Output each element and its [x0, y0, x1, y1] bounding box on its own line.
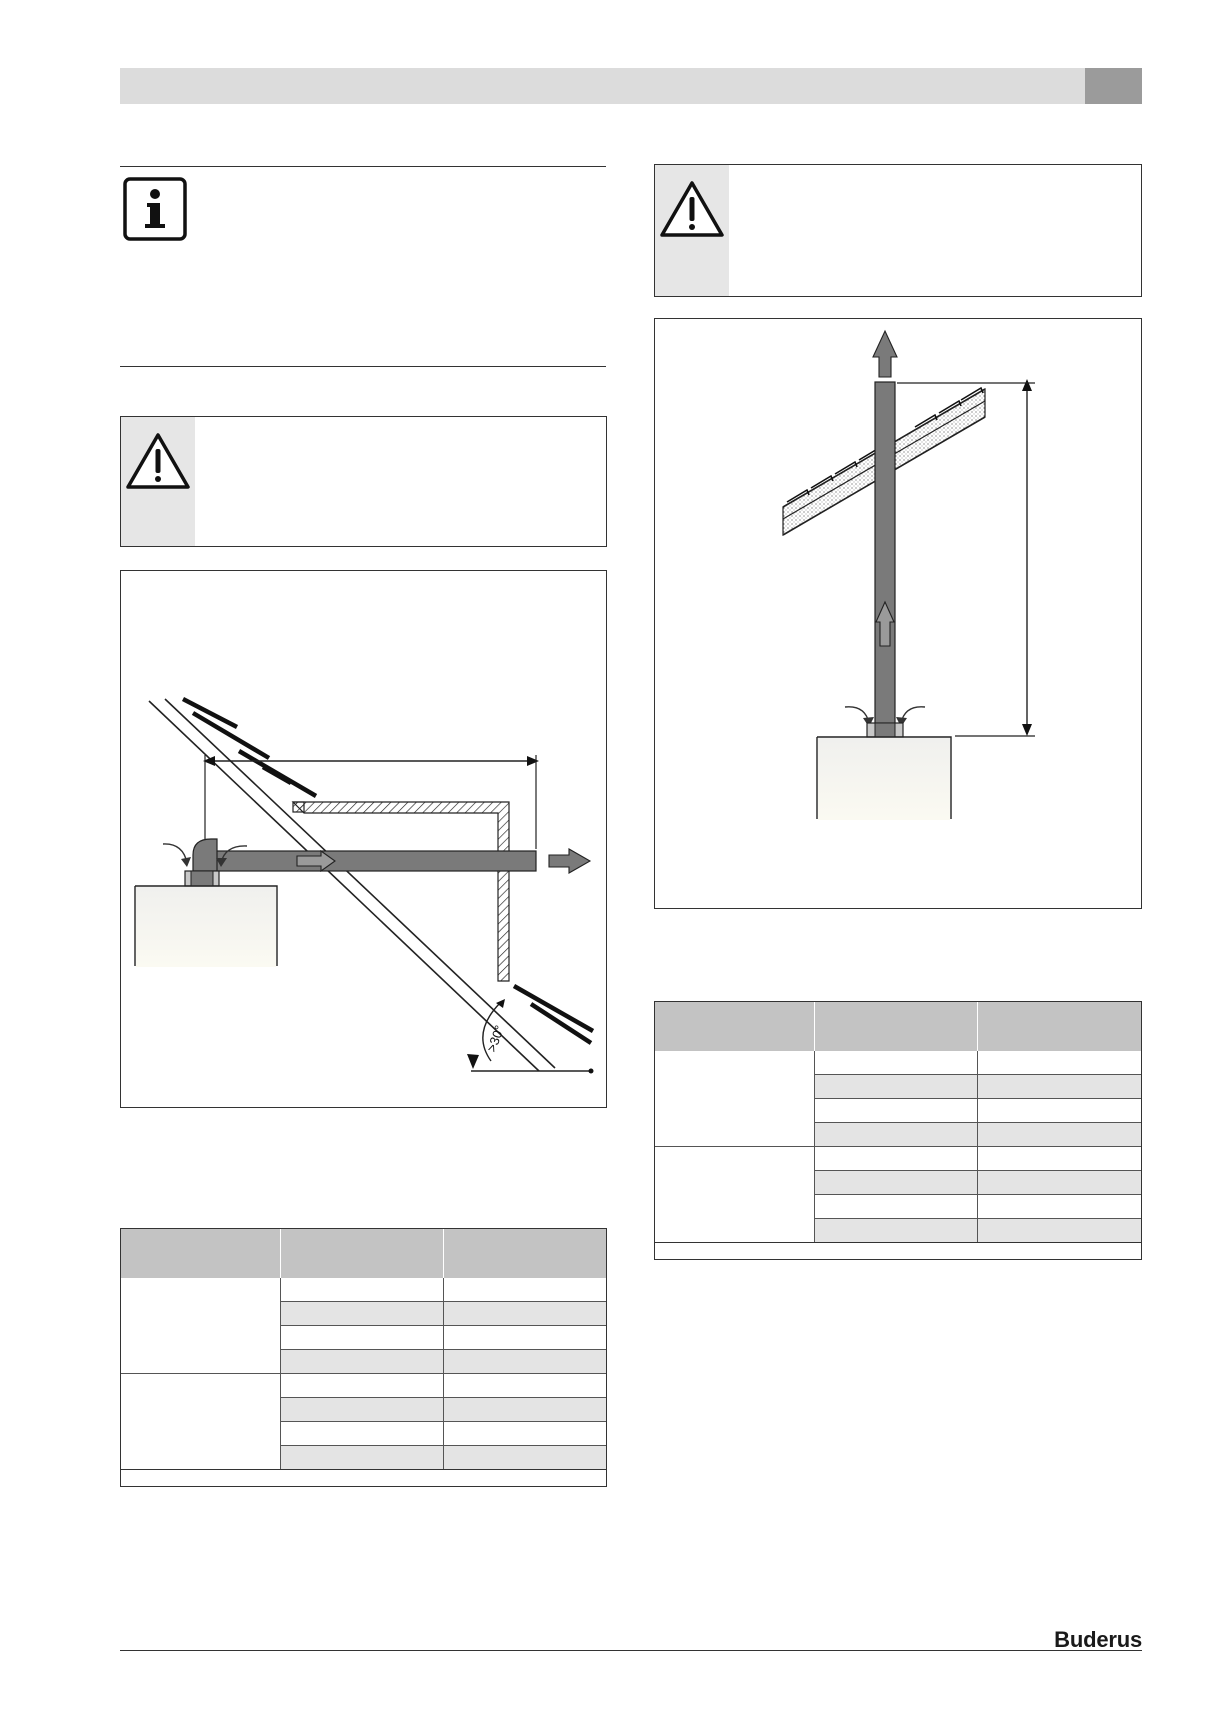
table-cell [280, 1350, 443, 1374]
table-cell [977, 1123, 1142, 1147]
header-page-tab [1085, 68, 1142, 104]
footer-rule [120, 1650, 1142, 1651]
table-cell [280, 1374, 443, 1398]
horizontal-flue-diagram [121, 571, 608, 1109]
table-cell [977, 1075, 1142, 1099]
table-cell [443, 1326, 607, 1350]
table-cell [280, 1398, 443, 1422]
table-header [977, 1001, 1142, 1051]
table-cell [977, 1195, 1142, 1219]
table-header [443, 1228, 607, 1278]
table-cell [814, 1051, 977, 1075]
table-header [814, 1001, 977, 1051]
figure-vertical-flue [654, 318, 1142, 909]
info-note-bottom-rule [120, 366, 606, 367]
warning-triangle-icon [659, 179, 725, 244]
table-cell [814, 1123, 977, 1147]
table-cell [443, 1398, 607, 1422]
table-group-cell [654, 1147, 814, 1243]
table-cell [814, 1219, 977, 1243]
table-cell [280, 1446, 443, 1470]
table-cell [977, 1051, 1142, 1075]
table-cell [280, 1326, 443, 1350]
table-cell [280, 1278, 443, 1302]
table-cell [443, 1302, 607, 1326]
table-cell [280, 1302, 443, 1326]
table-group-cell [120, 1278, 280, 1374]
table-cell [443, 1422, 607, 1446]
warning-box-left [120, 416, 607, 547]
brand-logo: Buderus [1054, 1627, 1142, 1652]
table-header [120, 1228, 280, 1278]
table-cell [443, 1278, 607, 1302]
table-cell [443, 1374, 607, 1398]
table-cell [977, 1099, 1142, 1123]
table-cell [977, 1147, 1142, 1171]
table-cell [443, 1446, 607, 1470]
table-cell [814, 1195, 977, 1219]
spec-table-left [120, 1228, 607, 1470]
table-group-cell [654, 1051, 814, 1147]
angle-label: >30° [483, 1023, 508, 1055]
header-bar [120, 68, 1085, 104]
table-cell [443, 1350, 607, 1374]
table-cell [814, 1171, 977, 1195]
table-cell [814, 1099, 977, 1123]
table-cell [977, 1171, 1142, 1195]
table-cell [814, 1147, 977, 1171]
vertical-flue-diagram [655, 319, 1143, 910]
figure-horizontal-flue [120, 570, 607, 1108]
table-group-cell [120, 1374, 280, 1470]
warning-triangle-icon [125, 431, 191, 496]
table-cell [977, 1219, 1142, 1243]
info-icon [123, 177, 187, 246]
table-header [280, 1228, 443, 1278]
spec-table-right [654, 1001, 1142, 1243]
table-cell [280, 1422, 443, 1446]
warning-box-right [654, 164, 1142, 297]
info-note-top-rule [120, 166, 606, 167]
table-cell [814, 1075, 977, 1099]
table-header [654, 1001, 814, 1051]
